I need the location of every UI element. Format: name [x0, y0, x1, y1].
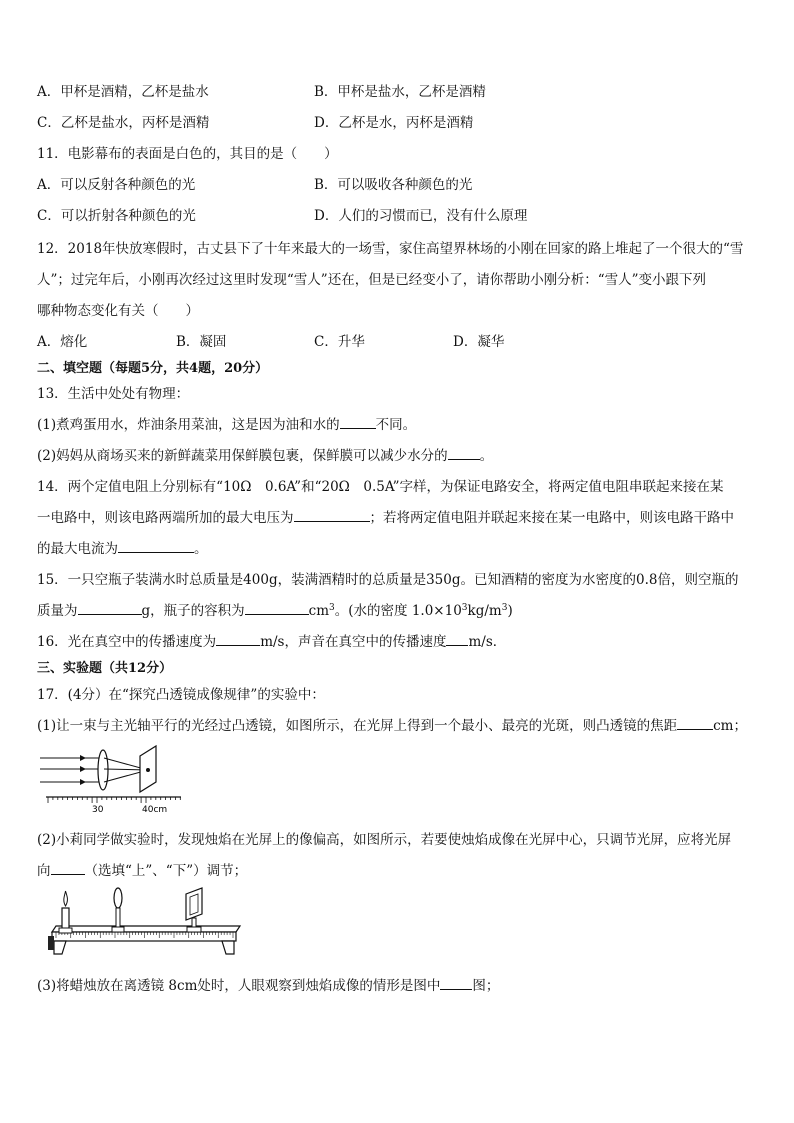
q17-part2-line1: (2)小莉同学做实验时，发现烛焰在光屏上的像偏高，如图所示，若要使烛焰成像在光屏中心，只调节光屏，应将光屏: [37, 832, 732, 848]
q15-text-b: g，瓶子的容积为: [141, 603, 245, 619]
option-d-prev: D．乙杯是水，丙杯是酒精: [314, 115, 474, 131]
q13-part1-tail: 不同。: [375, 417, 417, 433]
ruler-ticks: [48, 797, 180, 803]
answer-blank[interactable]: [245, 602, 309, 615]
q17-part1-text: (1)让一束与主光轴平行的光经过凸透镜，如图所示，在光屏上得到一个最小、最亮的光斑，则凸透镜的焦距: [37, 718, 678, 734]
option-a-prev: A．甲杯是酒精，乙杯是盐水: [37, 84, 209, 100]
arrow-icon: [80, 755, 86, 761]
q11-option-d: D．人们的习惯而已，没有什么原理: [314, 208, 528, 224]
q15-sup-1: 3: [329, 603, 335, 613]
q17-part2-text: 向: [37, 863, 51, 879]
ruler-label-40: 40cm: [142, 805, 168, 814]
q12-option-c: C．升华: [314, 334, 365, 350]
q11-option-b: B．可以吸收各种颜色的光: [314, 177, 473, 193]
q13-part2-tail: 。: [479, 448, 494, 464]
answer-blank[interactable]: [78, 602, 142, 615]
q17-part1-tail: cm；: [713, 718, 747, 734]
answer-blank[interactable]: [677, 717, 713, 730]
q16-text-a: 16．光在真空中的传播速度为: [37, 634, 217, 650]
q16-text-c: m/s．: [468, 634, 507, 650]
q15-sup-2: 3: [461, 603, 468, 613]
q13-part1: [37, 416, 416, 434]
lens-base: [112, 927, 124, 932]
q13-part1-text: (1)煮鸡蛋用水，炸油条用菜油，这是因为油和水的: [37, 417, 340, 433]
q12-line2: 人”；过完年后，小刚再次经过这里时发现“雪人”还在，但是已经变小了，请你帮助小刚分析：“雪人”变小跟下列: [37, 272, 707, 288]
answer-blank[interactable]: [340, 416, 376, 429]
answer-blank[interactable]: [118, 540, 194, 553]
answer-blank[interactable]: [216, 633, 260, 646]
candle: [62, 908, 69, 930]
q14-line1: 14．两个定值电阻上分别标有“10Ω 0.6A”和“20Ω 0.5A”字样，为保证电路安全，将两定值电阻串联起来接在某: [37, 479, 724, 495]
flame-icon: [64, 891, 68, 906]
light-spot: [146, 768, 150, 772]
q14-line3: [37, 540, 208, 558]
q11-stem: 11．电影幕布的表面是白色的，其目的是（ ）: [37, 146, 338, 162]
convex-lens: [114, 888, 122, 908]
q17-part3: [37, 977, 499, 995]
q14-line2-tail: ；若将两定值电阻并联起来接在某一电路中，则该电路干路中: [369, 510, 734, 526]
answer-blank[interactable]: [51, 862, 85, 875]
q15-text-c: cm: [308, 603, 330, 619]
screen-base: [187, 927, 201, 932]
answer-blank[interactable]: [440, 977, 472, 990]
q17-part3-tail: 图；: [472, 978, 500, 994]
arrow-icon: [80, 766, 86, 772]
answer-blank[interactable]: [446, 633, 468, 646]
ruler-label-30: 30: [92, 805, 104, 814]
q15-sup-3: 3: [501, 603, 508, 613]
q17-stem: 17．(4分）在“探究凸透镜成像规律”的实验中：: [37, 687, 325, 703]
bench-leg: [222, 941, 234, 954]
q17-part2-tail: （选填“上”、“下”）调节；: [84, 863, 248, 879]
answer-blank[interactable]: [448, 447, 480, 460]
q13-part2: [37, 447, 493, 465]
q14-line3-text: 的最大电流为: [37, 541, 118, 557]
q17-part2-line2: [37, 862, 247, 880]
q15-text-a: 质量为: [37, 603, 78, 619]
q17-part1: [37, 717, 747, 735]
optical-bench-figure: [46, 886, 242, 966]
q11-option-c: C．可以折射各种颜色的光: [37, 208, 196, 224]
q15-text-f: ): [507, 603, 513, 619]
q15-text-e: kg/m: [467, 603, 502, 619]
convex-lens: [98, 750, 108, 790]
q16-text-b: m/s，声音在真空中的传播速度: [260, 634, 447, 650]
bench-leg: [54, 941, 66, 954]
q15-line1: 15．一只空瓶子装满水时总质量是400g，装满酒精时的总质量是350g。已知酒精的密度为水密度的0.8倍，则空瓶的: [37, 572, 739, 588]
q15-text-d: 。(水的密度 1.0×10: [334, 603, 462, 619]
q11-option-a: A．可以反射各种颜色的光: [37, 177, 196, 193]
q15-line2: [37, 602, 513, 620]
q14-line3-tail: 。: [194, 541, 208, 557]
lens-focus-figure: [36, 742, 186, 814]
candle-holder: [59, 928, 72, 933]
q12-line3: 哪种物态变化有关（ ）: [37, 303, 199, 319]
section2-heading: 二、填空题（每题5分，共4题，20分）: [37, 361, 269, 376]
bench-end-cap: [48, 936, 54, 950]
q17-part3-text: (3)将蜡烛放在离透镜 8cm处时，人眼观察到烛焰成像的情形是图中: [37, 978, 441, 994]
answer-blank[interactable]: [294, 509, 370, 522]
q12-option-d: D．凝华: [453, 334, 505, 350]
q13-stem: 13．生活中处处有物理：: [37, 386, 190, 402]
q16-line: [37, 633, 506, 651]
section3-heading: 三、实验题（共12分）: [37, 661, 173, 676]
q13-part2-text: (2)妈妈从商场买来的新鲜蔬菜用保鲜膜包裹，保鲜膜可以减少水分的: [37, 448, 448, 464]
option-c-prev: C．乙杯是盐水，丙杯是酒精: [37, 115, 210, 131]
option-b-prev: B．甲杯是盐水，乙杯是酒精: [314, 84, 486, 100]
q14-line2-text: 一电路中，则该电路两端所加的最大电压为: [37, 510, 294, 526]
q14-line2: [37, 509, 734, 527]
q12-option-a: A．熔化: [37, 334, 88, 350]
bench-top: [52, 926, 240, 932]
screen-inner: [190, 894, 198, 915]
q12-option-b: B．凝固: [176, 334, 227, 350]
arrow-icon: [80, 779, 86, 785]
lens-holder: [116, 908, 120, 928]
q12-line1: 12．2018年快放寒假时，古丈县下了十年来最大的一场雪，家住高望界林场的小刚在回家的路上堆起了一个很大的“雪: [37, 241, 744, 257]
